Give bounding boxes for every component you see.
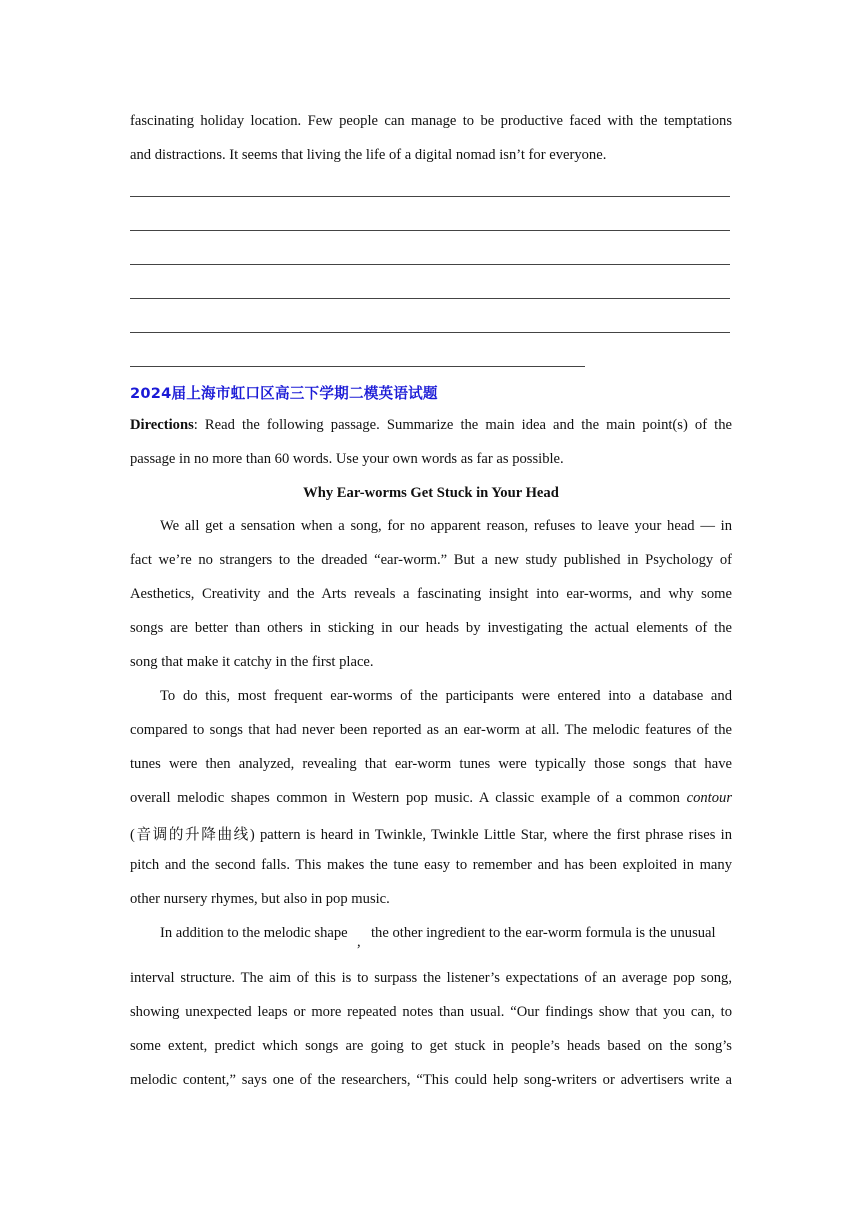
paragraph-3-line-start: In addition to the melodic shape	[160, 925, 348, 941]
paragraph-2-line	[130, 790, 732, 807]
exam-title: 2024届上海市虹口区高三下学期二模英语试题	[130, 385, 438, 402]
paragraph-1-line: songs are better than others in sticking in our heads by investigating the actual elements of the	[130, 620, 732, 636]
answer-line	[130, 230, 730, 231]
paragraph-2-line: other nursery rhymes, but also in pop music.	[130, 891, 390, 907]
paragraph-1-line: Aesthetics, Creativity and the Arts reveals a fascinating insight into ear-worms, and why some	[130, 586, 732, 602]
answer-line	[130, 196, 730, 197]
paragraph-3-line-end: the other ingredient to the ear-worm formula is the unusual	[371, 925, 716, 941]
paragraph-2-line: pitch and the second falls. This makes the tune easy to remember and has been exploited in many	[130, 857, 732, 873]
answer-line	[130, 298, 730, 299]
paragraph-3-line: interval structure. The aim of this is to surpass the listener’s expectations of an average pop song,	[130, 970, 732, 986]
paragraph-2-text: overall melodic shapes common in Western pop music. A classic example of a common	[130, 790, 687, 806]
paragraph-1-line: fact we’re no strangers to the dreaded “ear-worm.” But a new study published in Psychology of	[130, 552, 732, 568]
answer-line	[130, 332, 730, 333]
answer-line	[130, 264, 730, 265]
directions-line-1	[130, 417, 732, 434]
directions-label: Directions	[130, 417, 194, 433]
passage-title: Why Ear-worms Get Stuck in Your Head	[303, 485, 559, 501]
top-paragraph-line-1: fascinating holiday location. Few people can manage to be productive faced with the temptations	[130, 113, 732, 129]
answer-line	[130, 366, 585, 367]
paragraph-3-line: melodic content,” says one of the researchers, “This could help song-writers or advertisers write a	[130, 1072, 732, 1088]
paragraph-1-line: song that make it catchy in the first place.	[130, 654, 374, 670]
paragraph-2-line: To do this, most frequent ear-worms of the participants were entered into a database and	[160, 688, 732, 704]
directions-text: : Read the following passage. Summarize the main idea and the main point(s) of the	[193, 417, 732, 433]
paragraph-3-line: some extent, predict which songs are going to get stuck in people’s heads based on the song’s	[130, 1038, 732, 1054]
top-paragraph-line-2: and distractions. It seems that living the life of a digital nomad isn’t for everyone.	[130, 147, 607, 163]
paragraph-2-line: (音调的升降曲线) pattern is heard in Twinkle, Twinkle Little Star, where the first phrase rises in	[130, 827, 732, 843]
paragraph-2-line: compared to songs that had never been reported as an ear-worm at all. The melodic features of the	[130, 722, 732, 738]
paragraph-3-comma: ,	[357, 934, 361, 950]
directions-line-2: passage in no more than 60 words. Use your own words as far as possible.	[130, 451, 564, 467]
paragraph-1-line: We all get a sensation when a song, for no apparent reason, refuses to leave your head — in	[160, 518, 732, 534]
paragraph-2-line: tunes were then analyzed, revealing that ear-worm tunes were typically those songs that have	[130, 756, 732, 772]
contour-term: contour	[686, 790, 732, 806]
paragraph-3-line: showing unexpected leaps or more repeated notes than usual. “Our findings show that you can, to	[130, 1004, 732, 1020]
